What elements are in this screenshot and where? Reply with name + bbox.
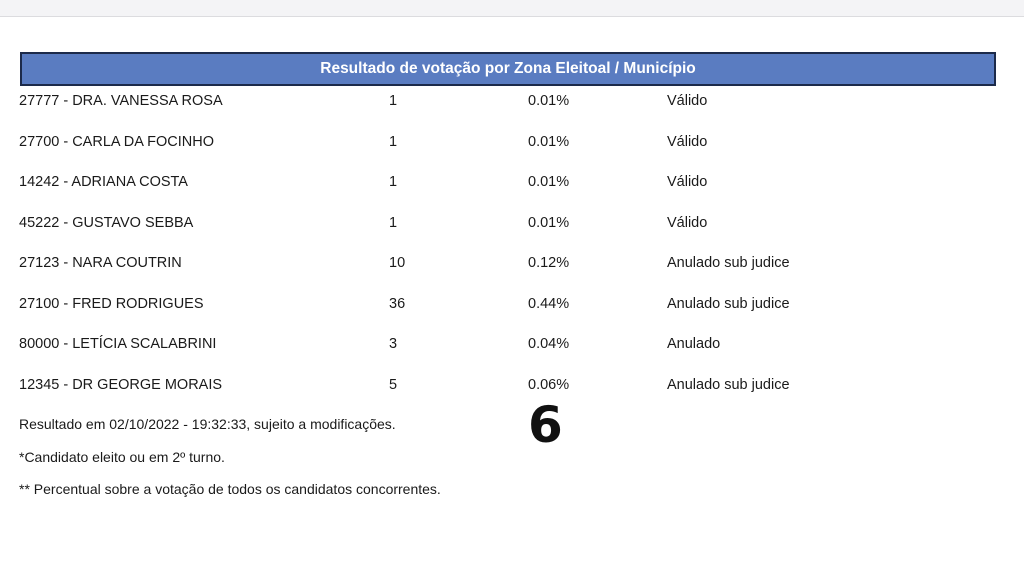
candidate-votes: 1: [389, 133, 398, 150]
candidate-percent: 0.01%: [528, 93, 570, 109]
table-row: [0, 370, 1024, 411]
table-row: [0, 208, 1024, 249]
candidate-percent: 0.44%: [528, 295, 570, 312]
candidate-percent: 0.01%: [528, 174, 570, 190]
candidate-percent: 0.12%: [528, 255, 570, 271]
candidate-votes: 1: [389, 93, 398, 109]
candidate-name: 27777 - DRA. VANESSA ROSA: [19, 93, 223, 109]
candidate-votes: 36: [389, 295, 406, 312]
candidate-name: 27123 - NARA COUTRIN: [19, 255, 182, 271]
table-row: [0, 167, 1024, 208]
candidate-percent: 0.01%: [528, 133, 570, 150]
table-row: [0, 329, 1024, 370]
results-table-title: Resultado de votação por Zona Eleitoal / Município: [320, 60, 696, 77]
table-row: [0, 248, 1024, 289]
candidate-name: 14242 - ADRIANA COSTA: [19, 174, 188, 190]
result-timestamp-note: Resultado em 02/10/2022 - 19:32:33, sujeito a modificações.: [19, 416, 396, 432]
candidate-percent: 0.06%: [528, 376, 570, 393]
candidate-votes: 3: [389, 336, 398, 352]
candidate-status: Válido: [667, 174, 708, 190]
elected-footnote: *Candidato eleito ou em 2º turno.: [19, 449, 225, 465]
candidate-percent: 0.01%: [528, 214, 570, 231]
candidate-status: Anulado: [667, 336, 721, 352]
results-table-header: [20, 52, 996, 86]
table-row: [0, 127, 1024, 168]
candidate-name: 12345 - DR GEORGE MORAIS: [19, 376, 223, 393]
candidate-name: 80000 - LETÍCIA SCALABRINI: [19, 336, 217, 352]
candidate-status: Anulado sub judice: [667, 295, 790, 312]
candidate-votes: 10: [389, 255, 406, 271]
candidate-votes: 1: [389, 214, 398, 231]
candidate-status: Anulado sub judice: [667, 255, 790, 271]
candidate-votes: 5: [389, 376, 398, 393]
candidate-votes: 1: [389, 174, 398, 190]
browser-top-bar: [0, 0, 1024, 17]
handwritten-number-mark: 6: [528, 396, 563, 454]
percent-footnote: ** Percentual sobre a votação de todos os candidatos concorrentes.: [19, 481, 441, 497]
results-table: [0, 86, 1024, 410]
candidate-name: 45222 - GUSTAVO SEBBA: [19, 214, 194, 231]
candidate-name: 27100 - FRED RODRIGUES: [19, 295, 204, 312]
candidate-status: Válido: [667, 214, 708, 231]
candidate-name: 27700 - CARLA DA FOCINHO: [19, 133, 215, 150]
table-row: [0, 86, 1024, 127]
candidate-status: Válido: [667, 93, 708, 109]
candidate-status: Válido: [667, 133, 708, 150]
table-row: [0, 289, 1024, 330]
candidate-percent: 0.04%: [528, 336, 570, 352]
candidate-status: Anulado sub judice: [667, 376, 790, 393]
